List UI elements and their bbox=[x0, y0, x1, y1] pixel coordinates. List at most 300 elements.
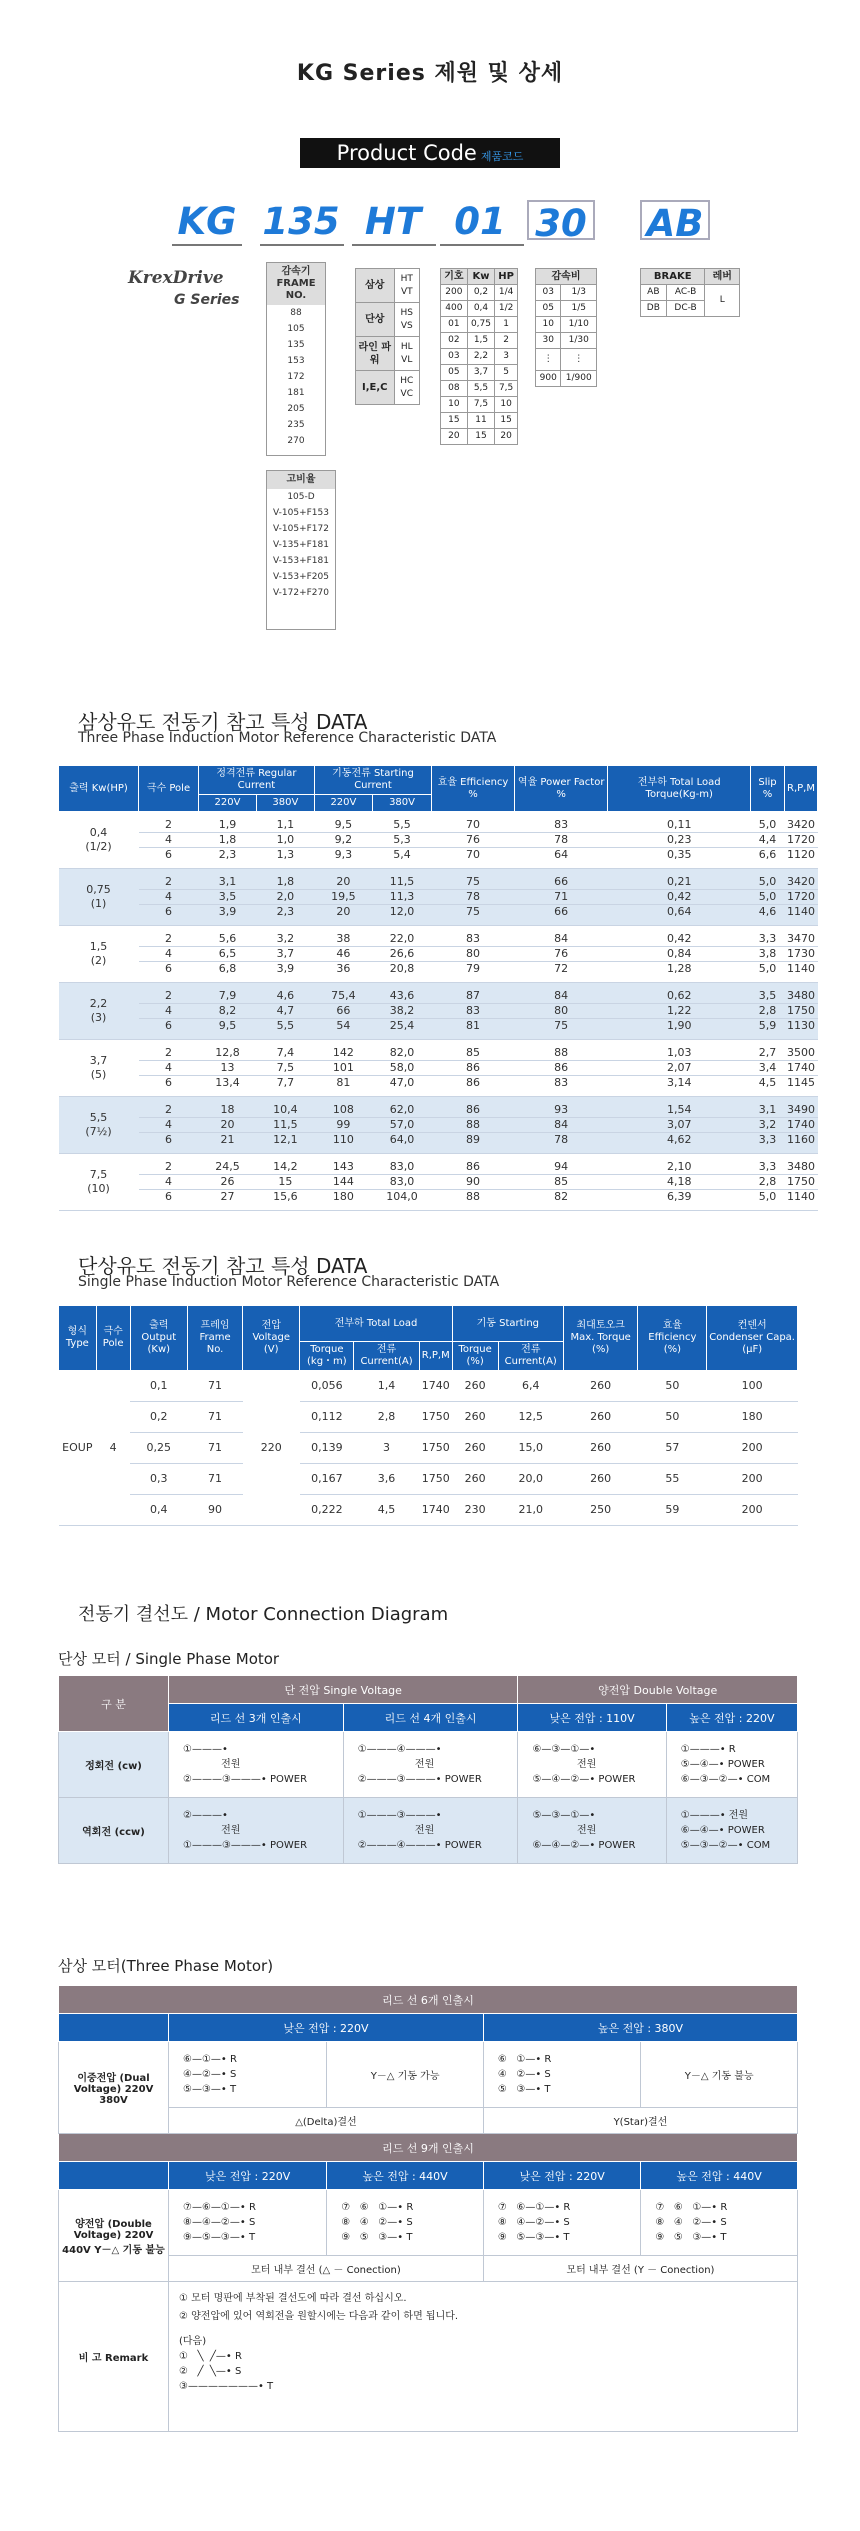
table-cell: 46 bbox=[314, 947, 372, 962]
table-cell: 83,0 bbox=[372, 1175, 431, 1190]
output-kw-cell bbox=[59, 1154, 139, 1211]
table-cell: 1,22 bbox=[608, 1004, 751, 1019]
table-cell: 0,1 bbox=[130, 1371, 187, 1402]
table-cell: 6,8 bbox=[199, 962, 257, 983]
col-efficiency: 효율 Efficiency (%) bbox=[638, 1306, 707, 1371]
table-cell: 80 bbox=[432, 947, 515, 962]
reducer-item: 270 bbox=[287, 436, 305, 446]
output-cell: 1,5 bbox=[467, 333, 495, 349]
table-cell: 75 bbox=[432, 869, 515, 890]
low-voltage-header: 낮은 전압 : 220V bbox=[169, 2162, 327, 2190]
col-frame: 프레임 Frame No. bbox=[187, 1306, 242, 1371]
double-voltage-label: 양전압 (Double Voltage) 220V 440V Y－△ 기동 불능 bbox=[59, 2190, 169, 2282]
table-cell: 1720 bbox=[784, 833, 817, 848]
output-row bbox=[441, 381, 518, 397]
table-cell: 5,9 bbox=[751, 1019, 785, 1040]
col-regular-current: 정격전류 Regular Current bbox=[199, 766, 315, 795]
table-cell: 81 bbox=[432, 1019, 515, 1040]
output-cell: 2,2 bbox=[467, 349, 495, 365]
table-cell: 6,39 bbox=[608, 1190, 751, 1211]
table-cell: 64,0 bbox=[372, 1133, 431, 1154]
output-cell: 7,5 bbox=[467, 397, 495, 413]
table-cell: 11,5 bbox=[256, 1118, 314, 1133]
col-max-torque: 최대토오크 Max. Torque (%) bbox=[563, 1306, 637, 1371]
table-cell: 3,3 bbox=[751, 1133, 785, 1154]
table-cell: 1,8 bbox=[199, 833, 257, 848]
kw-value: 5,5 bbox=[89, 1111, 108, 1124]
high-ratio-item: V-105+F153 bbox=[273, 508, 329, 518]
table-row bbox=[59, 1371, 798, 1402]
table-cell: 90 bbox=[187, 1495, 242, 1526]
table-cell: 4 bbox=[139, 833, 199, 848]
table-row bbox=[59, 983, 818, 1004]
table-cell: 3,9 bbox=[199, 905, 257, 926]
table-cell: 3,3 bbox=[751, 1154, 785, 1175]
table-cell: 5,0 bbox=[751, 812, 785, 833]
table-cell: 94 bbox=[514, 1154, 607, 1175]
table-cell: 76 bbox=[514, 947, 607, 962]
ratio-value: 1/5 bbox=[561, 301, 597, 317]
output-cell: 0,75 bbox=[467, 317, 495, 333]
output-row bbox=[441, 349, 518, 365]
table-row bbox=[59, 1019, 818, 1040]
table-cell: 88 bbox=[432, 1118, 515, 1133]
table-cell: 200 bbox=[707, 1495, 798, 1526]
table-cell: 66 bbox=[314, 1004, 372, 1019]
table-cell: 0,21 bbox=[608, 869, 751, 890]
table-row bbox=[59, 1061, 818, 1076]
table-cell: 0,25 bbox=[130, 1433, 187, 1464]
power-label: I,E,C bbox=[356, 371, 395, 405]
power-codes: HS VS bbox=[394, 303, 419, 337]
table-cell: 10,4 bbox=[256, 1097, 314, 1118]
table-cell: 1,90 bbox=[608, 1019, 751, 1040]
table-row bbox=[59, 1040, 818, 1061]
output-kw-cell bbox=[59, 812, 139, 869]
brake-type: AC-B bbox=[666, 285, 705, 301]
table-cell: 260 bbox=[563, 1402, 637, 1433]
lever-header: 레버 bbox=[705, 269, 740, 285]
table-cell: 21,0 bbox=[498, 1495, 563, 1526]
hp-value: (7½) bbox=[85, 1125, 112, 1138]
delta-connection: △(Delta)결선 bbox=[169, 2108, 484, 2134]
low-note: Y－△ 기동 가능 bbox=[327, 2042, 484, 2108]
table-cell: 4 bbox=[139, 1004, 199, 1019]
table-cell: 47,0 bbox=[372, 1076, 431, 1097]
single-phase-subtitle: Single Phase Induction Motor Reference Characteristic DATA bbox=[78, 1274, 500, 1290]
output-kw-cell bbox=[59, 983, 139, 1040]
table-cell: 3490 bbox=[784, 1097, 817, 1118]
table-cell: 6 bbox=[139, 1133, 199, 1154]
table-cell: 260 bbox=[563, 1433, 637, 1464]
col-starting: 기동 Starting bbox=[452, 1306, 563, 1342]
wiring-diagram: ②———• 전원 ①———③———• POWER bbox=[169, 1798, 344, 1864]
table-cell: 2,07 bbox=[608, 1061, 751, 1076]
table-cell: 101 bbox=[314, 1061, 372, 1076]
table-row bbox=[59, 1004, 818, 1019]
table-cell: 75 bbox=[432, 905, 515, 926]
table-cell: 70 bbox=[432, 812, 515, 833]
output-cell: 0,4 bbox=[467, 301, 495, 317]
table-cell: 1740 bbox=[784, 1118, 817, 1133]
wiring-diagram: ①———• 전원 ⑥—④—• POWER ⑤—③—②—• COM bbox=[666, 1798, 797, 1864]
wiring-diagram: ⑦ ⑥—①—• R ⑧ ④—②—• S ⑨ ⑤—③—• T bbox=[483, 2190, 640, 2256]
table-cell: 88 bbox=[514, 1040, 607, 1061]
single-phase-title: 단상유도 전동기 참고 특성 DATA bbox=[78, 1254, 368, 1278]
remark-label: 비 고 Remark bbox=[59, 2282, 169, 2432]
reducer-item: 205 bbox=[287, 404, 305, 414]
table-cell: 20 bbox=[314, 869, 372, 890]
table-cell: 99 bbox=[314, 1118, 372, 1133]
table-cell: 5,5 bbox=[256, 1019, 314, 1040]
output-cell: 08 bbox=[441, 381, 468, 397]
table-cell: 200 bbox=[707, 1464, 798, 1495]
col-pole: 극수 Pole bbox=[139, 766, 199, 812]
high-ratio-item: V-135+F181 bbox=[273, 540, 329, 550]
table-row bbox=[59, 1118, 818, 1133]
table-cell: 4,5 bbox=[354, 1495, 419, 1526]
table-cell: 260 bbox=[563, 1464, 637, 1495]
output-kw-cell bbox=[59, 869, 139, 926]
ccw-label: 역회전 (ccw) bbox=[59, 1798, 169, 1864]
hp-value: (10) bbox=[87, 1182, 110, 1195]
output-row bbox=[441, 333, 518, 349]
col-slip: Slip % bbox=[751, 766, 785, 812]
output-row bbox=[441, 429, 518, 445]
ratio-value: 1/900 bbox=[561, 371, 597, 387]
table-cell: 0,139 bbox=[300, 1433, 354, 1464]
table-cell: 78 bbox=[514, 833, 607, 848]
table-cell: 1740 bbox=[419, 1371, 452, 1402]
output-header: HP bbox=[495, 269, 518, 285]
inner-star: 모터 내부 결선 (Y － Conection) bbox=[483, 2256, 797, 2282]
table-cell: 5,0 bbox=[751, 1190, 785, 1211]
output-cell: 1/2 bbox=[495, 301, 518, 317]
code-part-brake: AB bbox=[640, 200, 710, 240]
table-cell: 1750 bbox=[419, 1402, 452, 1433]
single-phase-body bbox=[59, 1371, 798, 1526]
table-cell: 1750 bbox=[419, 1433, 452, 1464]
wiring-diagram: ⑥—①—• R ④—②—• S ⑤—③—• T bbox=[169, 2042, 327, 2108]
output-cell: 20 bbox=[495, 429, 518, 445]
table-cell: 3,6 bbox=[354, 1464, 419, 1495]
table-cell: 70 bbox=[432, 848, 515, 869]
table-row bbox=[59, 1133, 818, 1154]
table-cell: 4 bbox=[139, 947, 199, 962]
table-cell: 9,2 bbox=[314, 833, 372, 848]
table-cell: 3,1 bbox=[751, 1097, 785, 1118]
ratio-value: 1/10 bbox=[561, 317, 597, 333]
reducer-item: 181 bbox=[287, 388, 305, 398]
table-cell: 0,2 bbox=[130, 1402, 187, 1433]
table-cell: 1145 bbox=[784, 1076, 817, 1097]
table-cell: 4,62 bbox=[608, 1133, 751, 1154]
table-cell: 83 bbox=[432, 926, 515, 947]
table-cell: 3,1 bbox=[199, 869, 257, 890]
table-cell: 54 bbox=[314, 1019, 372, 1040]
wiring-diagram: ⑤—③—①—• 전원 ⑥—④—②—• POWER bbox=[518, 1798, 666, 1864]
col-power-factor: 역율 Power Factor % bbox=[514, 766, 607, 812]
table-cell: 13,4 bbox=[199, 1076, 257, 1097]
table-cell: 81 bbox=[314, 1076, 372, 1097]
table-cell: 2,3 bbox=[199, 848, 257, 869]
table-cell: 93 bbox=[514, 1097, 607, 1118]
table-cell: 6 bbox=[139, 848, 199, 869]
table-cell: 89 bbox=[432, 1133, 515, 1154]
table-cell: 36 bbox=[314, 962, 372, 983]
wiring-diagram: ①———③———• 전원 ②———④———• POWER bbox=[343, 1798, 518, 1864]
table-cell: 15 bbox=[256, 1175, 314, 1190]
table-row bbox=[59, 1175, 818, 1190]
table-cell: 5,6 bbox=[199, 926, 257, 947]
table-cell: 180 bbox=[707, 1402, 798, 1433]
hp-value: (5) bbox=[90, 1068, 107, 1081]
output-cell: 1/4 bbox=[495, 285, 518, 301]
table-cell: 0,23 bbox=[608, 833, 751, 848]
table-cell: 1,4 bbox=[354, 1371, 419, 1402]
table-cell: 55 bbox=[638, 1464, 707, 1495]
output-cell: 5 bbox=[495, 365, 518, 381]
table-cell: 66 bbox=[514, 905, 607, 926]
ratio-value: 1/3 bbox=[561, 285, 597, 301]
table-cell: 0,64 bbox=[608, 905, 751, 926]
table-cell: 0,3 bbox=[130, 1464, 187, 1495]
table-cell: 87 bbox=[432, 983, 515, 1004]
table-cell: 86 bbox=[514, 1061, 607, 1076]
page-title: KG Series 제원 및 상세 bbox=[296, 61, 564, 86]
hp-value: (2) bbox=[90, 954, 107, 967]
wiring-diagram: ⑥ ①—• R ④ ②—• S ⑤ ③—• T bbox=[483, 2042, 640, 2108]
table-cell: 21 bbox=[199, 1133, 257, 1154]
table-cell: 4 bbox=[139, 890, 199, 905]
wiring-diagram: ①———• R ⑤—④—• POWER ⑥—③—②—• COM bbox=[666, 1732, 797, 1798]
table-cell: 2 bbox=[139, 812, 199, 833]
kw-value: 0,4 bbox=[89, 826, 108, 839]
table-cell: 57,0 bbox=[372, 1118, 431, 1133]
col-pole: 극수 Pole bbox=[96, 1306, 130, 1371]
three-phase-title: 삼상유도 전동기 참고 특성 DATA bbox=[78, 710, 368, 734]
table-cell: 15,0 bbox=[498, 1433, 563, 1464]
code-underline bbox=[440, 244, 524, 246]
table-cell: 6 bbox=[139, 1019, 199, 1040]
table-cell: 4 bbox=[139, 1175, 199, 1190]
table-cell: 79 bbox=[432, 962, 515, 983]
table-cell: 180 bbox=[314, 1190, 372, 1211]
table-cell: 26 bbox=[199, 1175, 257, 1190]
table-cell: 0,84 bbox=[608, 947, 751, 962]
table-cell: 12,5 bbox=[498, 1402, 563, 1433]
reducer-item: 88 bbox=[290, 308, 302, 318]
ratio-code: 03 bbox=[536, 285, 561, 301]
table-row bbox=[59, 833, 818, 848]
three-phase-body bbox=[59, 812, 818, 1211]
connection-title: 전동기 결선도 / Motor Connection Diagram bbox=[78, 1604, 449, 1625]
three-phase-table bbox=[58, 765, 818, 1211]
table-cell: 260 bbox=[452, 1433, 498, 1464]
kw-value: 3,7 bbox=[89, 1054, 108, 1067]
table-row bbox=[59, 1495, 798, 1526]
table-cell: 25,4 bbox=[372, 1019, 431, 1040]
table-cell: 1,54 bbox=[608, 1097, 751, 1118]
remark-item: ① 모터 명판에 부착된 결선도에 따라 결선 하십시오. bbox=[179, 2293, 407, 2304]
table-cell: 6,5 bbox=[199, 947, 257, 962]
table-cell: 3 bbox=[354, 1433, 419, 1464]
table-cell: 8,2 bbox=[199, 1004, 257, 1019]
table-row bbox=[59, 962, 818, 983]
table-cell: 3,14 bbox=[608, 1076, 751, 1097]
single-connection-table bbox=[58, 1675, 798, 1864]
star-connection: Y(Star)결선 bbox=[483, 2108, 797, 2134]
high-voltage-header: 높은 전압 : 440V bbox=[327, 2162, 484, 2190]
sub-380v: 380V bbox=[372, 795, 431, 812]
table-cell: 1130 bbox=[784, 1019, 817, 1040]
table-cell: 4,4 bbox=[751, 833, 785, 848]
output-kw-cell bbox=[59, 1040, 139, 1097]
table-cell: 5,0 bbox=[751, 869, 785, 890]
kw-value: 2,2 bbox=[89, 997, 108, 1010]
table-cell: 1140 bbox=[784, 962, 817, 983]
double-voltage-header: 양전압 Double Voltage bbox=[518, 1676, 798, 1704]
output-cell: 10 bbox=[441, 397, 468, 413]
table-cell: 5,5 bbox=[372, 812, 431, 833]
brake-header: BRAKE bbox=[641, 269, 705, 285]
output-cell: 20 bbox=[441, 429, 468, 445]
output-cell: 5,5 bbox=[467, 381, 495, 397]
table-cell: 62,0 bbox=[372, 1097, 431, 1118]
table-cell: 0,4 bbox=[130, 1495, 187, 1526]
output-cell: 02 bbox=[441, 333, 468, 349]
kw-value: 7,5 bbox=[89, 1168, 108, 1181]
reducer-item: 105 bbox=[287, 324, 305, 334]
wiring-diagram: ⑦ ⑥ ①—• R ⑧ ④ ②—• S ⑨ ⑤ ③—• T bbox=[641, 2190, 798, 2256]
table-cell: 20 bbox=[199, 1118, 257, 1133]
output-cell: 7,5 bbox=[495, 381, 518, 397]
table-cell: 84 bbox=[514, 983, 607, 1004]
inner-delta: 모터 내부 결선 (△ － Conection) bbox=[169, 2256, 484, 2282]
kw-value: 1,5 bbox=[89, 940, 108, 953]
three-connection-table bbox=[58, 1985, 798, 2432]
table-cell: 59 bbox=[638, 1495, 707, 1526]
table-cell: 72 bbox=[514, 962, 607, 983]
table-cell: 84 bbox=[514, 1118, 607, 1133]
code-underline bbox=[352, 244, 436, 246]
code-part-ratio: 30 bbox=[527, 200, 595, 240]
low-voltage-header: 낮은 전압 : 220V bbox=[483, 2162, 640, 2190]
reducer-frame-box bbox=[266, 262, 326, 456]
lever-code: L bbox=[705, 285, 740, 317]
table-cell: 260 bbox=[452, 1464, 498, 1495]
table-cell: 83 bbox=[514, 812, 607, 833]
output-cell: 200 bbox=[441, 285, 468, 301]
table-cell: 0,35 bbox=[608, 848, 751, 869]
ratio-code: 30 bbox=[536, 333, 561, 349]
high-ratio-item: 105-D bbox=[287, 492, 315, 502]
single-phase-table bbox=[58, 1305, 798, 1526]
reducer-item: 235 bbox=[287, 420, 305, 430]
table-cell: 6 bbox=[139, 962, 199, 983]
table-cell: 3,4 bbox=[751, 1061, 785, 1076]
table-cell: 71 bbox=[514, 890, 607, 905]
output-cell: 11 bbox=[467, 413, 495, 429]
table-cell: 22,0 bbox=[372, 926, 431, 947]
table-row bbox=[59, 1097, 818, 1118]
table-cell: 1,9 bbox=[199, 812, 257, 833]
table-cell: 3,5 bbox=[751, 983, 785, 1004]
power-label: 삼상 bbox=[356, 269, 395, 303]
table-cell: 4 bbox=[139, 1061, 199, 1076]
brand-logo: KrexDrive bbox=[128, 268, 224, 288]
hp-value: (3) bbox=[90, 1011, 107, 1024]
table-cell: 3,2 bbox=[256, 926, 314, 947]
table-cell: 71 bbox=[187, 1402, 242, 1433]
col-efficiency: 효율 Efficiency % bbox=[432, 766, 515, 812]
table-cell: 58,0 bbox=[372, 1061, 431, 1076]
table-cell: 1750 bbox=[784, 1175, 817, 1190]
table-cell: 27 bbox=[199, 1190, 257, 1211]
table-cell: 0,11 bbox=[608, 812, 751, 833]
high-voltage-header: 높은 전압 : 380V bbox=[483, 2014, 797, 2042]
brake-code: DB bbox=[641, 301, 667, 317]
sp-type: EOUP bbox=[59, 1371, 97, 1526]
col-output: 출력 Output (Kw) bbox=[130, 1306, 187, 1371]
lead6-header: 리드 선 6개 인출시 bbox=[59, 1986, 798, 2014]
ratio-header: 감속비 bbox=[536, 269, 597, 285]
table-cell: 7,4 bbox=[256, 1040, 314, 1061]
table-cell: 0,112 bbox=[300, 1402, 354, 1433]
table-cell: 143 bbox=[314, 1154, 372, 1175]
output-row bbox=[441, 285, 518, 301]
sub-start-torque: Torque (%) bbox=[452, 1342, 498, 1371]
output-cell: 1 bbox=[495, 317, 518, 333]
three-phase-subtitle: Three Phase Induction Motor Reference Characteristic DATA bbox=[78, 730, 497, 746]
table-cell: 76 bbox=[432, 833, 515, 848]
table-cell: 83,0 bbox=[372, 1154, 431, 1175]
table-cell: 84 bbox=[514, 926, 607, 947]
col-type: 형식 Type bbox=[59, 1306, 97, 1371]
table-cell: 1140 bbox=[784, 905, 817, 926]
table-cell: 83 bbox=[432, 1004, 515, 1019]
table-cell: 2,8 bbox=[354, 1402, 419, 1433]
table-cell: 260 bbox=[452, 1402, 498, 1433]
table-cell: 1,03 bbox=[608, 1040, 751, 1061]
table-cell: 9,5 bbox=[199, 1019, 257, 1040]
table-cell: 71 bbox=[187, 1433, 242, 1464]
low-voltage-header: 낮은 전압 : 220V bbox=[169, 2014, 484, 2042]
col-output: 출력 Kw(HP) bbox=[59, 766, 139, 812]
high-ratio-box bbox=[266, 470, 336, 630]
col-voltage: 전압 Voltage (V) bbox=[243, 1306, 300, 1371]
table-cell: 5,0 bbox=[751, 890, 785, 905]
sp-pole: 4 bbox=[96, 1371, 130, 1526]
output-cell: 15 bbox=[467, 429, 495, 445]
table-cell: 7,7 bbox=[256, 1076, 314, 1097]
table-row bbox=[59, 890, 818, 905]
table-cell: 4 bbox=[139, 1118, 199, 1133]
table-cell: 20,8 bbox=[372, 962, 431, 983]
power-type-table bbox=[355, 268, 420, 405]
table-cell: 0,42 bbox=[608, 926, 751, 947]
ratio-code: 05 bbox=[536, 301, 561, 317]
wiring-diagram: ⑥—③—①—• 전원 ⑤—④—②—• POWER bbox=[518, 1732, 666, 1798]
reducer-item: 153 bbox=[287, 356, 305, 366]
table-cell: 1,1 bbox=[256, 812, 314, 833]
output-kw-cell bbox=[59, 926, 139, 983]
table-cell: 1,28 bbox=[608, 962, 751, 983]
code-part-power: HT bbox=[364, 200, 422, 243]
table-cell: 88 bbox=[432, 1190, 515, 1211]
table-cell: 1,0 bbox=[256, 833, 314, 848]
table-cell: 78 bbox=[514, 1133, 607, 1154]
